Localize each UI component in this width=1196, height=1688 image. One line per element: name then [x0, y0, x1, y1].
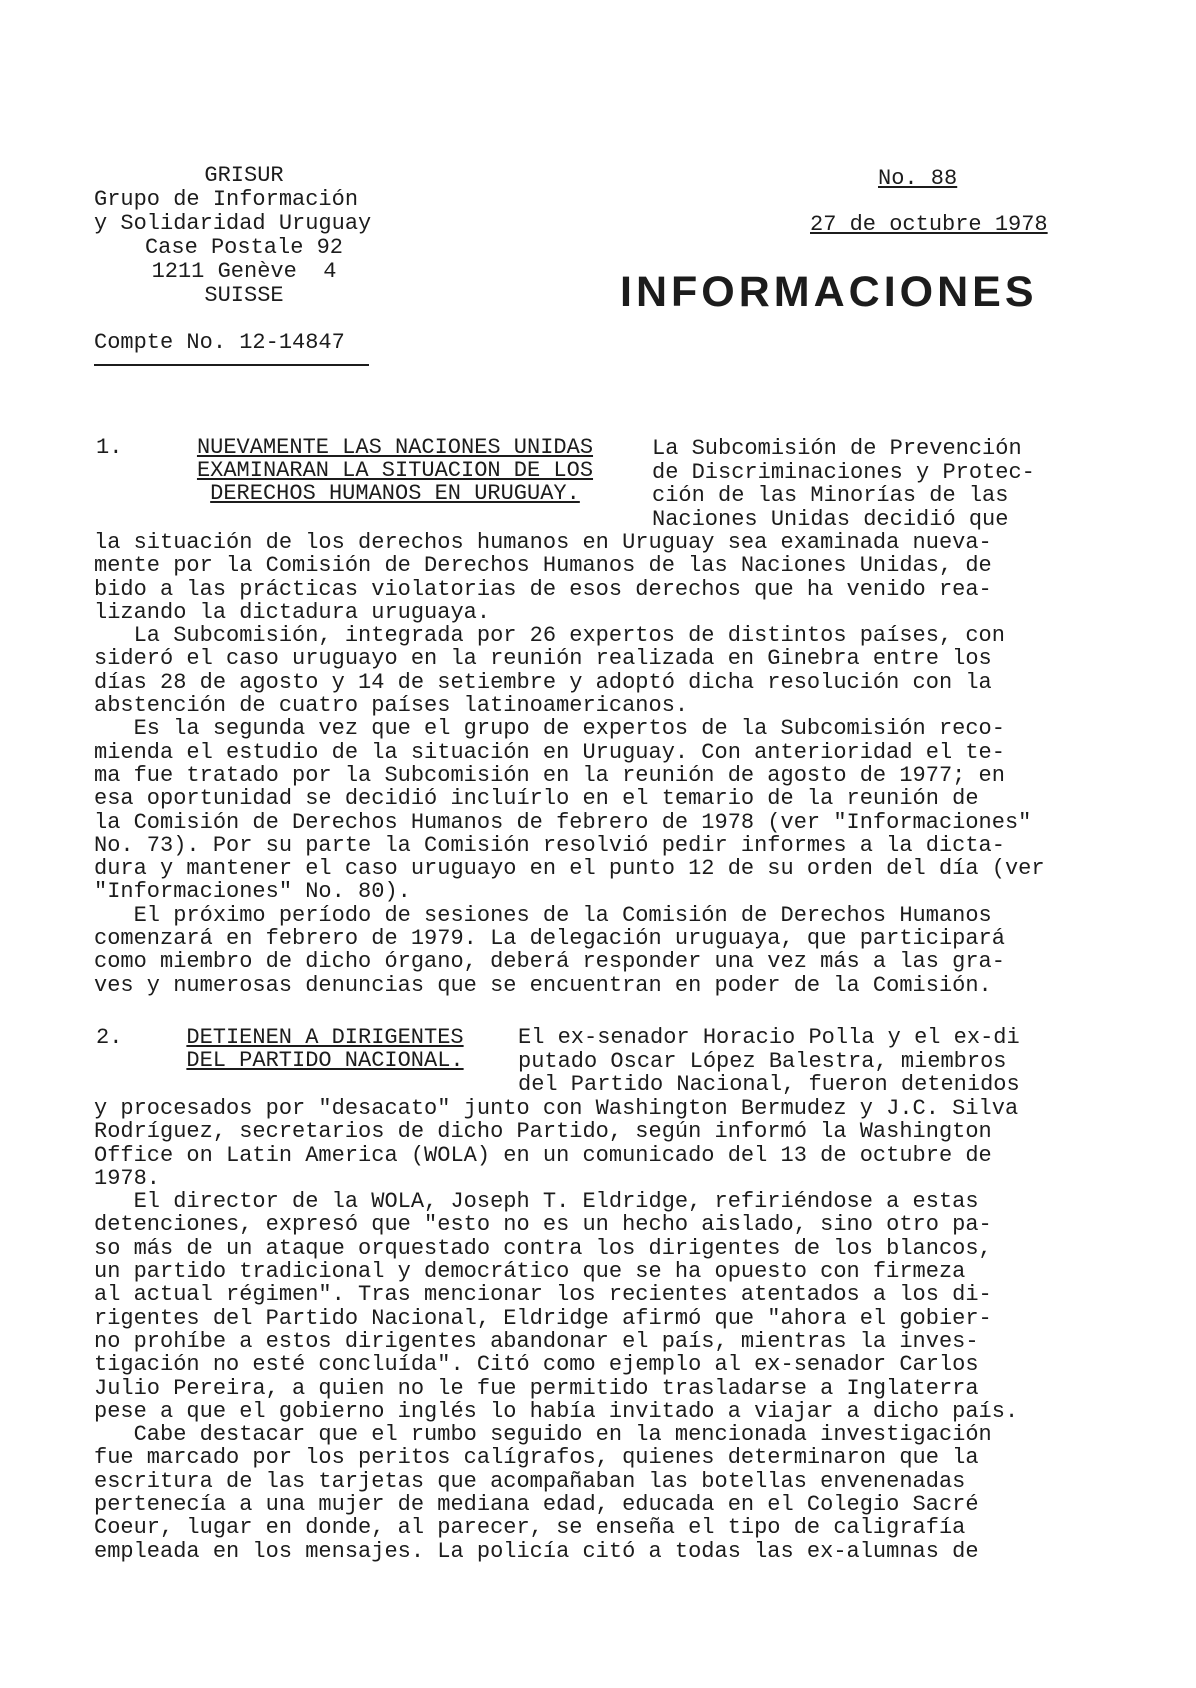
issue-number: No. 88 — [878, 166, 958, 191]
body-line: pese a que el gobierno inglés lo había invitado a viajar a dicho país. — [94, 1398, 1019, 1424]
body-line: bido a las prácticas violatorias de esos derechos que ha venido rea- — [94, 576, 992, 602]
org-line: Case Postale 92 — [144, 235, 344, 260]
organization-address — [94, 164, 394, 308]
section-1-intro — [652, 437, 1035, 531]
intro-line: ción de las Minorías de las — [652, 483, 1009, 508]
body-line: Cabe destacar que el rumbo seguido en la mencionada investigación — [94, 1422, 992, 1448]
section-2-title-line: DETIENEN A DIRIGENTES — [186, 1025, 464, 1050]
body-line: Es la segunda vez que el grupo de expertos de la Subcomisión reco- — [94, 716, 1005, 742]
body-line: y procesados por "desacato" junto con Washington Bermudez y J.C. Silva — [94, 1096, 1019, 1121]
body-line: El próximo período de sesiones de la Comisión de Derechos Humanos — [94, 902, 992, 928]
org-line: Grupo de Información — [94, 187, 359, 212]
body-line: escritura de las tarjetas que acompañaban las botellas envenenadas — [94, 1468, 966, 1494]
org-line: y Solidaridad Uruguay — [94, 211, 372, 236]
body-line: Coeur, lugar en donde, al parecer, se enseña el tipo de caligrafía — [94, 1515, 966, 1541]
body-line: Julio Pereira, a quien no le fue permitido trasladarse a Inglaterra — [94, 1375, 979, 1401]
section-1-title-line: DERECHOS HUMANOS EN URUGUAY. — [210, 481, 580, 506]
section-1-title — [180, 436, 610, 505]
intro-line: de Discriminaciones y Protec- — [652, 459, 1035, 485]
body-line: Rodríguez, secretarios de dicho Partido, según informó la Washington — [94, 1119, 992, 1145]
body-line: la Comisión de Derechos Humanos de febrero de 1978 (ver "Informaciones" — [94, 809, 1032, 835]
body-line: un partido tradicional y democrático que se ha opuesto con firmeza — [94, 1259, 966, 1285]
section-2-title-line: DEL PARTIDO NACIONAL. — [186, 1048, 464, 1073]
body-line: Office on Latin America (WOLA) en un comunicado del 13 de octubre de — [94, 1142, 992, 1168]
body-line: abstención de cuatro países latinoamericanos. — [94, 693, 689, 719]
body-line: La Subcomisión, integrada por 26 expertos de distintos países, con — [94, 623, 1005, 649]
body-line: días 28 de agosto y 14 de setiembre y adoptó dicha resolución con la — [94, 669, 992, 695]
body-line: 1978. — [94, 1165, 161, 1191]
body-line: El director de la WOLA, Joseph T. Eldridge, refiriéndose a estas — [94, 1189, 979, 1215]
body-line: como miembro de dicho órgano, deberá responder una vez más a las gra- — [94, 949, 1005, 975]
body-line: sideró el caso uruguayo en la reunión realizada en Ginebra entre los — [94, 646, 992, 672]
intro-line: putado Oscar López Balestra, miembros — [518, 1048, 1007, 1074]
body-line: esa oportunidad se decidió incluírlo en el temario de la reunión de — [94, 786, 979, 812]
org-line: SUISSE — [204, 283, 284, 308]
body-line: ma fue tratado por la Subcomisión en la reunión de agosto de 1977; en — [94, 762, 1005, 788]
issue-date: 27 de octubre 1978 — [810, 212, 1048, 237]
intro-line: del Partido Nacional, fueron detenidos — [518, 1072, 1020, 1097]
body-line: dura y mantener el caso uruguayo en el punto 12 de su orden del día (ver — [94, 856, 1045, 882]
body-line: "Informaciones" No. 80). — [94, 879, 411, 905]
body-line: la situación de los derechos humanos en Uruguay sea examinada nueva- — [94, 530, 992, 555]
body-line: fue marcado por los peritos calígrafos, quienes determinaron que la — [94, 1445, 979, 1471]
section-1-title-line: NUEVAMENTE LAS NACIONES UNIDAS — [196, 435, 594, 460]
section-2-body — [94, 1097, 1114, 1563]
section-1-number: 1. — [96, 435, 123, 460]
body-line: no prohíbe a estos dirigentes abandonar el país, mientras la inves- — [94, 1328, 979, 1354]
section-2-number: 2. — [96, 1025, 123, 1050]
body-line: al actual régimen". Tras mencionar los recientes atentados a los di- — [94, 1282, 992, 1308]
section-2-title — [170, 1026, 480, 1072]
header-rule — [94, 364, 369, 366]
section-2-intro — [518, 1026, 1020, 1097]
body-line: detenciones, expresó que "esto no es un hecho aislado, sino otro pa- — [94, 1212, 992, 1238]
body-line: tigación no esté concluída". Citó como ejemplo al ex-senador Carlos — [94, 1352, 979, 1378]
section-1-title-line: EXAMINARAN LA SITUACION DE LOS — [196, 458, 594, 483]
masthead-title: INFORMACIONES — [620, 268, 1038, 316]
body-line: mienda el estudio de la situación en Uruguay. Con anterioridad el te- — [94, 739, 1005, 765]
account-number: Compte No. 12-14847 — [94, 330, 345, 355]
body-line: pertenecía a una mujer de mediana edad, educada en el Colegio Sacré — [94, 1492, 979, 1518]
body-line: lizando la dictadura uruguaya. — [94, 599, 491, 625]
org-line: 1211 Genève 4 — [151, 259, 337, 284]
body-line: mente por la Comisión de Derechos Humanos de las Naciones Unidas, de — [94, 553, 992, 579]
body-line: rigentes del Partido Nacional, Eldridge afirmó que "ahora el gobier- — [94, 1305, 992, 1331]
section-1-body — [94, 531, 1114, 997]
body-line: empleada en los mensajes. La policía citó a todas las ex-alumnas de — [94, 1538, 979, 1564]
intro-line: Naciones Unidas decidió que — [652, 506, 1009, 532]
body-line: ves y numerosas denuncias que se encuentran en poder de la Comisión. — [94, 972, 992, 998]
org-name: GRISUR — [204, 163, 284, 188]
body-line: No. 73). Por su parte la Comisión resolvió pedir informes a la dicta- — [94, 832, 1005, 858]
body-line: comenzará en febrero de 1979. La delegación uruguaya, que participará — [94, 926, 1005, 952]
intro-line: El ex-senador Horacio Polla y el ex-di — [518, 1025, 1020, 1050]
intro-line: La Subcomisión de Prevención — [652, 436, 1022, 461]
body-line: so más de un ataque orquestado contra los dirigentes de los blancos, — [94, 1235, 992, 1261]
